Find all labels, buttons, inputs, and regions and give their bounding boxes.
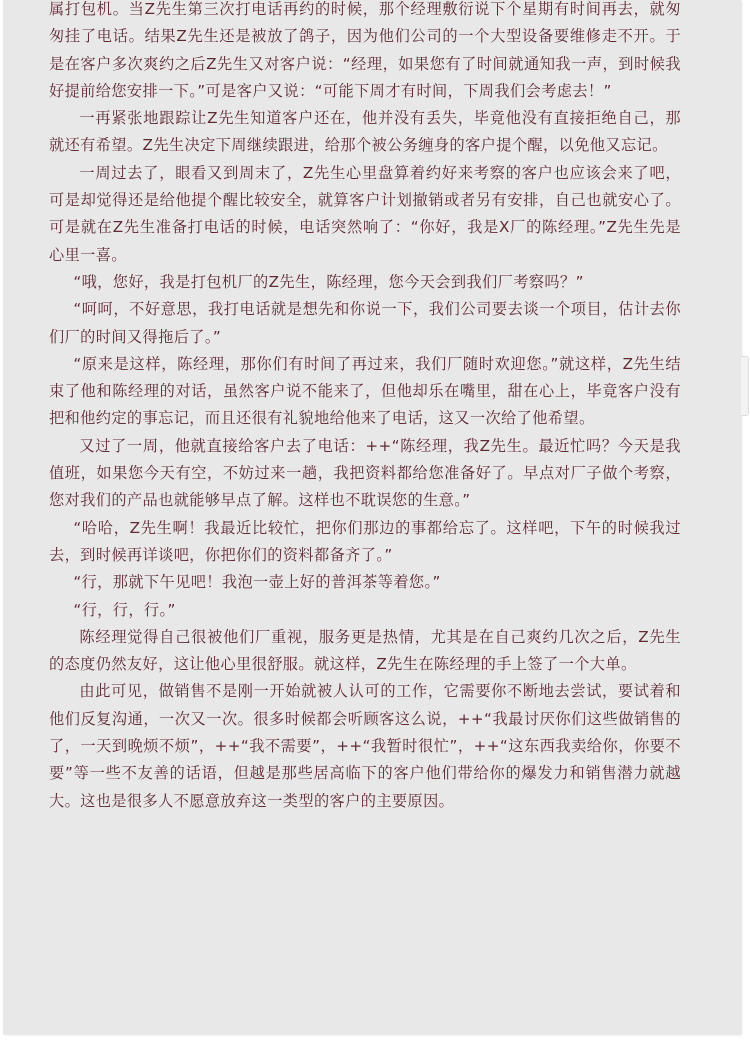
paragraph: 属打包机。当Z先生第三次打电话再约的时候，那个经理敷衍说下个星期有时间再去，就匆匆挂了电话。结果Z先生还是被放了鸽子，因为他们公司的一个大型设备要维修走不开。于是在客户多次爽约之后Z先生又对客户说：“经理，如果您有了时间就通知我一声，到时候我好提前给您安排一下。”可是客户又说：“可能下周才有时间，下周我们会考虑去！” xyxy=(49,0,681,100)
paragraph: 一周过去了，眼看又到周末了，Z先生心里盘算着约好来考察的客户也应该会来了吧，可是却觉得还是给他提个醒比较安全，就算客户计划撤销或者另有安排，自己也就安心了。可是就在Z先生准备打电话的时候，电话突然响了：“你好，我是X厂的陈经理。”Z先生先是心里一喜。 xyxy=(49,163,681,264)
body-text xyxy=(49,0,681,815)
paragraph: “原来是这样，陈经理，那你们有时间了再过来，我们厂随时欢迎您。”就这样，Z先生结束了他和陈经理的对话，虽然客户说不能来了，但他却乐在嘴里，甜在心上，毕竟客户没有把和他约定的事忘记，而且还很有礼貌地给他来了电话，这又一次给了他希望。 xyxy=(49,354,681,428)
side-scroll-tab[interactable] xyxy=(741,356,749,416)
paragraph: “呵呵，不好意思，我打电话就是想先和你说一下，我们公司要去谈一个项目，估计去你们厂的时间又得拖后了。” xyxy=(49,300,681,346)
paragraph: “哦，您好，我是打包机厂的Z先生，陈经理，您今天会到我们厂考察吗？” xyxy=(73,272,584,291)
document-page xyxy=(3,0,741,1034)
paragraph: “哈哈，Z先生啊！我最近比较忙，把你们那边的事都给忘了。这样吧，下午的时候我过去，到时候再详谈吧，你把你们的资料都备齐了。” xyxy=(49,518,681,564)
paragraph: 由此可见，做销售不是刚一开始就被人认可的工作，它需要你不断地去尝试，要试着和他们反复沟通，一次又一次。很多时候都会听顾客这么说，++“我最讨厌你们这些做销售的了，一天到晚烦不烦”，++“我不需要”，++“我暂时很忙”，++“这东西我卖给你，你要不要”等一些不友善的话语，但越是那些居高临下的客户他们带给你的爆发力和销售潜力就越大。这也是很多人不愿意放弃这一类型的客户的主要原因。 xyxy=(49,682,681,810)
paragraph: 陈经理觉得自己很被他们厂重视，服务更是热情，尤其是在自己爽约几次之后，Z先生的态度仍然友好，这让他心里很舒服。就这样，Z先生在陈经理的手上签了一个大单。 xyxy=(49,627,681,674)
paragraph: “行，那就下午见吧！我泡一壶上好的普洱茶等着您。” xyxy=(73,573,441,592)
paragraph: 一再紧张地跟踪让Z先生知道客户还在，他并没有丢失，毕竟他没有直接拒绝自己，那就还有希望。Z先生决定下周继续跟进，给那个被公务缠身的客户提个醒，以免他又忘记。 xyxy=(49,109,681,155)
paragraph: 又过了一周，他就直接给客户去了电话：++“陈经理，我Z先生。最近忙吗？今天是我值班，如果您今天有空，不妨过来一趟，我把资料都给您准备好了。早点对厂子做个考察，您对我们的产品也就能够早点了解。这样也不耽误您的生意。” xyxy=(49,436,681,510)
paragraph: “行，行，行。” xyxy=(73,600,176,619)
